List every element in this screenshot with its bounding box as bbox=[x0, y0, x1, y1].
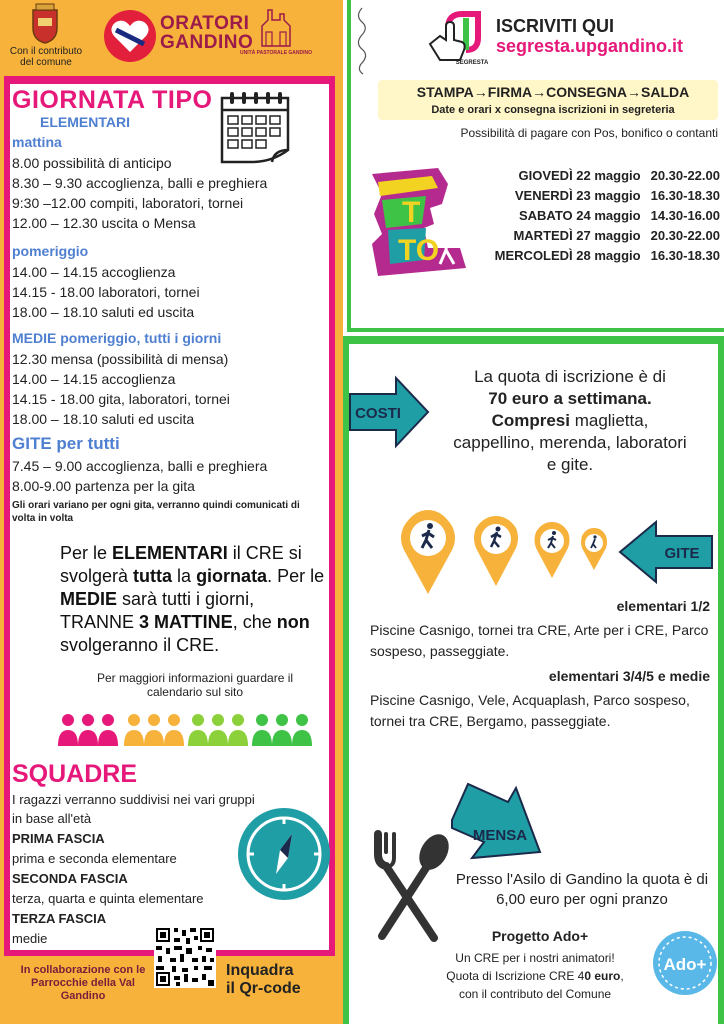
gite-label: GITE bbox=[664, 545, 700, 562]
costi-label: COSTI bbox=[355, 405, 401, 422]
signature-icon bbox=[353, 6, 371, 76]
iscriviti-title: ISCRIVITI QUI bbox=[496, 16, 615, 36]
squadre-intro: in base all'età bbox=[12, 811, 92, 826]
pomeriggio-line: 14.00 – 14.15 accoglienza bbox=[12, 264, 176, 280]
segresta-hand-icon bbox=[426, 10, 488, 66]
schedule-row: MARTEDÌ 27 maggio 20.30-22.00 bbox=[513, 228, 720, 243]
terza-fascia-desc: medie bbox=[12, 931, 48, 946]
squadre-intro: I ragazzi verranno suddivisi nei vari gruppi bbox=[12, 792, 255, 807]
mensa-text: Presso l'Asilo di Gandino la quota è di 6,00 euro per ogni pranzo bbox=[455, 871, 709, 908]
registration-steps: STAMPA→FIRMA→CONSEGNA→SALDA bbox=[416, 84, 690, 100]
prima-fascia-label: PRIMA FASCIA bbox=[12, 831, 105, 846]
medie-line: 14.15 - 18.00 gita, laboratori, tornei bbox=[12, 391, 230, 407]
mattina-line: 8.00 possibilità di anticipo bbox=[12, 155, 172, 171]
unita-pastorale-logo-icon bbox=[239, 6, 313, 66]
ado-line: Un CRE per i nostri animatori! bbox=[455, 951, 615, 965]
svg-text:T: T bbox=[402, 196, 421, 229]
gite-note: Gli orari variano per ogni gita, verranno quindi comunicati di volta in volta bbox=[12, 500, 300, 524]
gite-line: 7.45 – 9.00 accoglienza, balli e preghiera bbox=[12, 458, 268, 474]
registration-link[interactable]: segresta.upgandino.it bbox=[496, 36, 684, 56]
seconda-fascia-desc: terza, quarta e quinta elementare bbox=[12, 891, 204, 906]
qr-code-icon[interactable] bbox=[154, 926, 216, 988]
up-logo-text: UNITÀ PASTORALE GANDINO bbox=[239, 50, 313, 56]
seconda-fascia-label: SECONDA FASCIA bbox=[12, 871, 128, 886]
map-pins-icon bbox=[396, 506, 612, 598]
schedule-row: GIOVEDÌ 22 maggio 20.30-22.00 bbox=[518, 168, 720, 183]
medie-line: 12.30 mensa (possibilità di mensa) bbox=[12, 351, 229, 367]
cre-tutti-logo-icon bbox=[368, 164, 472, 284]
ado-logo-text: Ado+ bbox=[663, 955, 707, 974]
medie-line: 18.00 – 18.10 saluti ed uscita bbox=[12, 411, 195, 427]
mensa-label: MENSA bbox=[472, 827, 528, 844]
more-info-text: Per maggiori informazioni guardare il calendario sul sito bbox=[96, 671, 294, 699]
gite-line: 8.00-9.00 partenza per la gita bbox=[12, 478, 195, 494]
mattina-line: 12.00 – 12.30 uscita o Mensa bbox=[12, 215, 196, 231]
pomeriggio-line: 18.00 – 18.10 saluti ed uscita bbox=[12, 304, 195, 320]
comune-crest-icon bbox=[30, 4, 60, 44]
progetto-ado-title: Progetto Ado+ bbox=[491, 928, 589, 944]
compass-icon bbox=[236, 806, 332, 902]
gite-per-tutti-label: GITE per tutti bbox=[12, 434, 120, 453]
pomeriggio-line: 14.15 - 18.00 laboratori, tornei bbox=[12, 284, 200, 300]
fork-and-spoon-icon bbox=[368, 830, 452, 942]
registration-steps-subtitle: Date e orari x consegna iscrizioni in segreteria bbox=[431, 104, 675, 116]
elementari-label: ELEMENTARI bbox=[40, 114, 130, 130]
calendar-icon bbox=[212, 88, 298, 166]
qr-code-caption: Inquadra il Qr-code bbox=[226, 962, 301, 997]
people-groups-icon bbox=[56, 712, 314, 750]
gite-elementari-12-label: elementari 1/2 bbox=[616, 598, 710, 614]
payment-methods: Possibilità di pagare con Pos, bonifico o contanti bbox=[460, 126, 718, 140]
oratori-heart-logo-icon bbox=[104, 10, 156, 62]
prima-fascia-desc: prima e seconda elementare bbox=[12, 851, 177, 866]
segresta-label: SEGRESTA bbox=[455, 60, 489, 66]
collaboration-text: In collaborazione con le Parrocchie della Val Gandino bbox=[20, 964, 146, 1002]
costi-arrow-icon bbox=[346, 374, 430, 450]
mattina-line: 9:30 –12.00 compiti, laboratori, tornei bbox=[12, 195, 244, 211]
squadre-title: SQUADRE bbox=[12, 760, 138, 788]
medie-line: 14.00 – 14.15 accoglienza bbox=[12, 371, 176, 387]
pomeriggio-label: pomeriggio bbox=[12, 243, 89, 259]
mattina-label: mattina bbox=[12, 134, 62, 150]
mensa-arrow-icon bbox=[448, 780, 544, 862]
mattina-line: 8.30 – 9.30 accoglienza, balli e preghiera bbox=[12, 175, 268, 191]
schedule-row: MERCOLEDÌ 28 maggio 16.30-18.30 bbox=[494, 248, 720, 263]
gite-arrow-icon bbox=[616, 520, 716, 584]
ado-line: con il contributo del Comune bbox=[458, 987, 612, 1001]
medie-label: MEDIE pomeriggio, tutti i giorni bbox=[12, 330, 222, 346]
terza-fascia-label: TERZA FASCIA bbox=[12, 911, 107, 926]
gite-elementari-345-label: elementari 3/4/5 e medie bbox=[548, 668, 710, 684]
giornata-tipo-title: GIORNATA TIPO bbox=[12, 86, 213, 114]
ado-plus-logo-icon bbox=[652, 930, 718, 996]
schedule-row: SABATO 24 maggio 14.30-16.00 bbox=[518, 208, 720, 223]
schedule-row: VENERDÌ 23 maggio 16.30-18.30 bbox=[514, 188, 720, 203]
comune-contribution-text: Con il contributo del comune bbox=[9, 46, 83, 68]
ado-quota-line: Quota di Iscrizione CRE 40 euro, bbox=[446, 969, 624, 983]
gite-elementari-345-text: Piscine Casnigo, Vele, Acquaplash, Parco sospeso, tornei tra CRE, Bergamo, passeggiate. bbox=[370, 692, 690, 729]
svg-text:TO: TO bbox=[398, 234, 440, 267]
cre-description: Per le ELEMENTARI il CRE si svolgerà tutta la giornata. Per le MEDIE sarà tutti i giorni, TRANNE 3 MATTINE, che non svolgeranno il CRE. bbox=[60, 543, 325, 655]
oratori-gandino-logo-text: ORATORI GANDINO bbox=[160, 13, 254, 53]
quota-text: La quota di iscrizione è di 70 euro a settimana. Compresi maglietta, cappellino, merenda, laboratori e gite. bbox=[453, 367, 687, 474]
gite-elementari-12-text: Piscine Casnigo, tornei tra CRE, Arte per i CRE, Parco sospeso, passeggiate. bbox=[370, 622, 709, 659]
